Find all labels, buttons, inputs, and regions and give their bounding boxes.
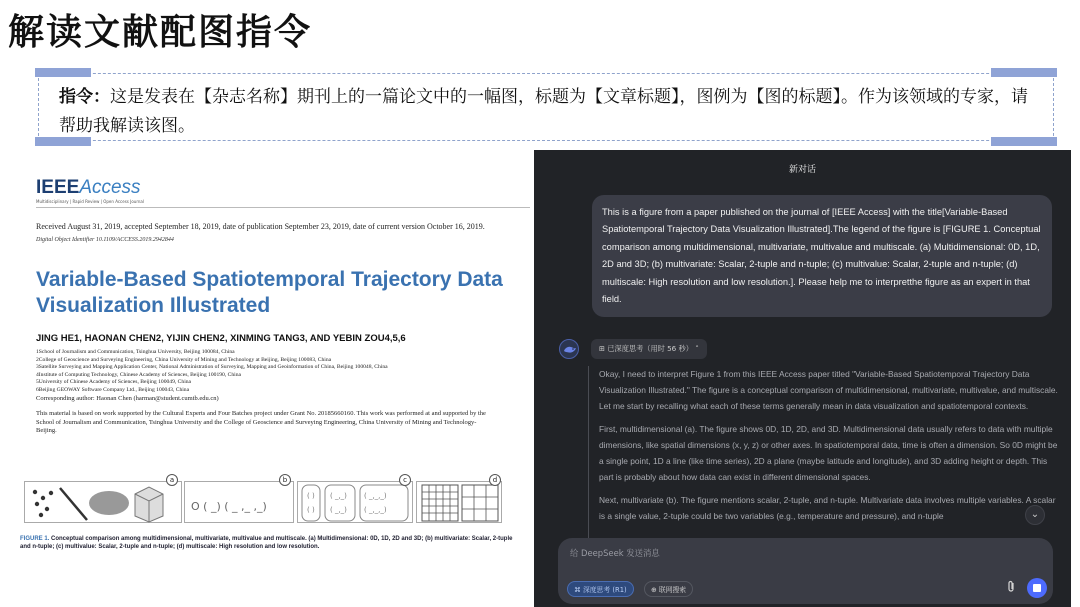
instruction-bar-top-left [35,68,91,77]
affiliation-line: 4Institute of Computing Technology, Chinese Academy of Sciences, Beijing 100190, China [36,371,241,378]
stop-icon [1033,584,1041,592]
doi-line: Digital Object Identifier 10.1109/ACCESS.2019.2942844 [36,237,174,243]
svg-text:O ( _) ( _ ,_ ,_): O ( _) ( _ ,_ ,_) [191,500,267,513]
multidimensional-illustration [25,482,183,524]
deep-think-label: 深度思考 (R1) [582,586,627,594]
header-divider [36,207,530,208]
attach-icon[interactable] [1005,580,1017,597]
logo-tagline: Multidisciplinary | Rapid Review | Open Access Journal [36,199,144,204]
received-line: Received August 31, 2019, accepted September 18, 2019, date of publication September 23, 2019, date of current version October 16, 2019. [36,222,485,231]
logo-main: IEEE [36,177,80,198]
affiliation-line: 5University of Chinese Academy of Sciences, Beijing 100049, China [36,379,192,386]
figure-caption [20,535,520,551]
user-message: This is a figure from a paper published on the journal of [IEEE Access] with the title[Variable-Based Spatiotemporal Trajectory Data Visualization Illustrated].The legend of the figure is [FIGURE 1. Conceptual comparison among multidimensional, multivariate, multivalue and multiscale. (a) Multidimensional: 0D, 1D, 2D and 3D; (b) multivariate: Scalar, 2-tuple and n-tuple; (c) multivalue: Scalar, 2-tuple and n-tuple; (d) multiscale: High resolution and low resolution.]. Please help me to interpretthe figure as an expert in that field. [592,195,1052,317]
instruction-label: 指令： [59,87,110,107]
deep-think-icon: ⌘ [574,586,581,594]
svg-text:( _,_): ( _,_) [330,506,347,514]
thinking-icon: ⊞ [599,344,606,353]
svg-text:( _,_,_): ( _,_,_) [364,506,387,514]
svg-text:( ): ( ) [307,492,315,500]
thinking-paragraph: First, multidimensional (a). The figure shows 0D, 1D, 2D, and 3D. Multidimensional data usually refers to data with multiple dimensions, like spatial dimensions (x, y, z) or other axes. In spatiotemporal data, time is often a dimension. So 0D might be a single point, 1D a line (like time series), 2D a plane (maybe latitude and longitude), and 3D adding height or depth. This part is probably about how data can exist in different dimensional spaces. [599,424,1058,482]
affiliations [36,349,388,395]
figure-caption-text: Conceptual comparison among multidimensional, multivariate, multivalue and multiscale. (a) Multidimensional: 0D, 1D, 2D and 3D; (b) multivariate: Scalar, 2-tuple and n-tuple; (c) multivalue: Scalar, 2-tuple and n-tuple; (d) multiscale: High resolution and low resolution. [20,536,513,550]
ieee-access-logo [36,177,141,199]
deepseek-whale-icon [559,339,579,359]
chevron-down-icon: ⌄ [1030,509,1040,520]
panel-label-c: c [399,474,411,486]
multivalue-illustration [298,482,414,524]
thinking-toggle[interactable] [591,339,707,359]
support-note: This material is based on work supported by the Cultural Experts and Four Batches project under Grant No. 20185660160. This work was performed at and supported by the School of Journalism and Communication, Tsinghua University and the College of Geoscience and Surveying Engineering, China University of Mining and Technology-Beijing. [36,410,486,434]
affiliation-line: 1School of Journalism and Communication, Tsinghua University, Beijing 100084, China [36,349,235,355]
thinking-paragraph: Okay, I need to interpret Figure 1 from this IEEE Access paper titled "Variable-Based Spatiotemporal Trajectory Data Visualization Illustrated." The figure is a conceptual comparison of multidimensional, multivariate, multivalue, and multiscale. Let me start by recalling what each of these terms generally mean in data visualization and spatiotemporal contexts. [599,369,1058,411]
web-search-button[interactable] [644,581,693,597]
figure-caption-label: FIGURE 1. [20,536,50,542]
multiscale-illustration [417,482,503,524]
figure-panel-c [297,476,413,523]
globe-icon: ⊕ [651,586,657,594]
instruction-text: 这是发表在【杂志名称】期刊上的一篇论文中的一幅图，标题为【文章标题】，图例为【图的标题】。作为该领域的专家，请帮助我解读该图。 [59,87,1028,136]
corresponding-author: Corresponding author: Haonan Chen (harman@student.cumtb.edu.cn) [36,395,219,402]
deepseek-chat-window [534,150,1071,607]
svg-text:( ): ( ) [307,506,315,514]
svg-text:( _,_,_): ( _,_,_) [364,492,387,500]
panel-label-d: d [489,474,501,486]
svg-text:( _,_): ( _,_) [330,492,347,500]
deep-think-button[interactable] [567,581,634,597]
message-input[interactable]: 给 DeepSeek 发送消息 [570,548,660,558]
chevron-up-icon: ˄ [695,344,699,353]
thinking-content [588,366,1058,539]
figure-1 [24,473,502,525]
thinking-chip-label: 已深度思考（用时 56 秒） [607,344,693,353]
chat-title: 新对话 [788,165,816,175]
message-composer [558,538,1053,604]
instruction-bar-bottom-right [991,137,1057,146]
instruction-box [38,73,1054,141]
instruction-bar-bottom-left [35,137,91,146]
logo-sub: Access [79,177,141,198]
slide-title: 解读文献配图指令 [8,12,313,53]
affiliation-line: 6Beijing GEOWAY Software Company Ltd., Beijing 100043, China [36,386,190,393]
thinking-paragraph: Next, multivariate (b). The figure mentions scalar, 2-tuple, and n-tuple. Multivariate data involves multiple variables. A scalar is a single value, 2-tuple could be two variables (e.g., temperature and pressure), and n-tuple [599,495,1056,521]
panel-label-a: a [166,474,178,486]
figure-panel-d [416,476,502,523]
affiliation-line: 3Satellite Surveying and Mapping Application Center, National Administration of Surveying, Mapping and Geoinformation of China, Beijing 100048, China [36,364,388,371]
multivariate-illustration [185,482,295,524]
figure-panel-b [184,476,294,523]
scroll-down-button[interactable] [1025,505,1045,525]
paper-page [10,155,534,607]
stop-button[interactable] [1027,578,1047,598]
affiliation-line: 2College of Geoscience and Surveying Engineering, China University of Mining and Technology at Beijing, Beijing 100083, China [36,356,332,363]
web-search-label: 联网搜索 [658,586,687,594]
paper-authors: JING HE1, HAONAN CHEN2, YIJIN CHEN2, XINMING TANG3, AND YEBIN ZOU4,5,6 [36,333,406,344]
panel-label-b: b [279,474,291,486]
instruction-bar-top-right [991,68,1057,77]
figure-panel-a [24,476,182,523]
paper-title: Variable-Based Spatiotemporal Trajectory Data Visualization Illustrated [36,268,503,317]
